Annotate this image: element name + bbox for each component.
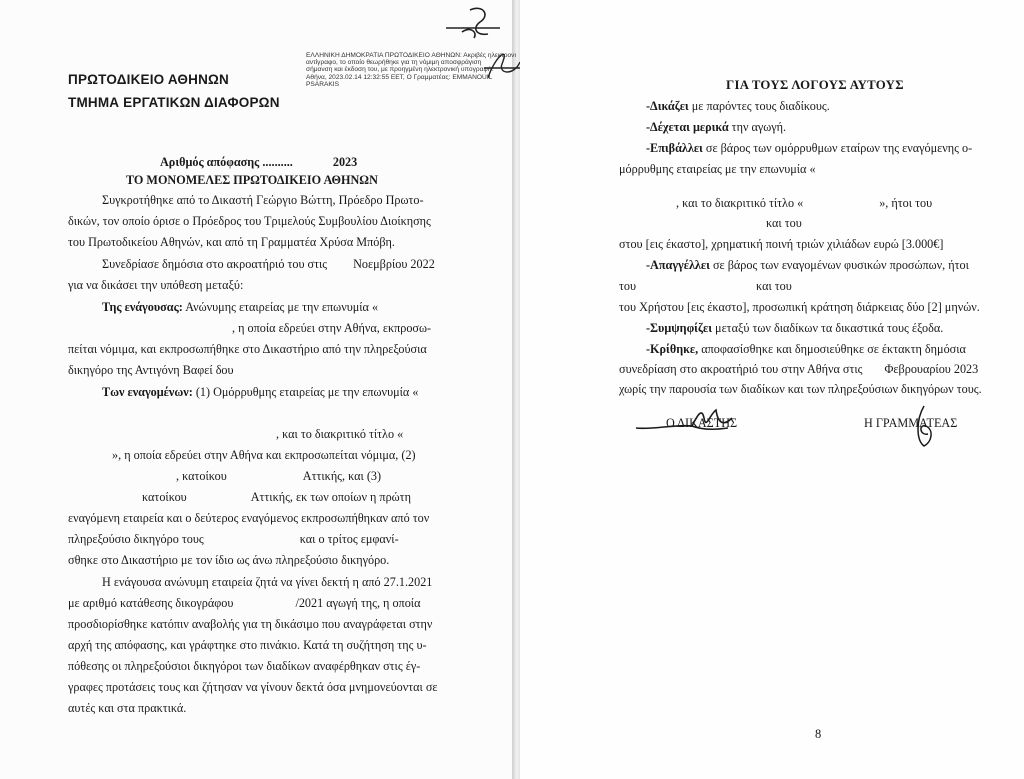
plaintiff-line3: πείται νόμιμα, και εκπροσωπήθηκε στο Δικαστήριο από την πληρεξούσια	[68, 342, 427, 356]
para1-line3: του Πρωτοδικείου Αθηνών, και από τη Γραμματέα Χρύσα Μπόβη.	[68, 235, 395, 249]
ruling-4-line2	[619, 278, 792, 294]
ruling-4-line3: του Χρήστου [εις έκαστο], προσωπική κράτηση διάρκειας δύο [2] μηνών.	[619, 300, 980, 314]
para5-line3: προσδιορίσθηκε κατόπιν αναβολής για τη δικάσιμο που αναγράφεται στην	[68, 617, 433, 631]
defendants-line1	[102, 384, 418, 400]
para5-line2	[68, 595, 420, 611]
defendants-line4	[176, 468, 381, 484]
ruling-6-line2	[619, 361, 978, 377]
ruling-1-text: με παρόντες τους διαδίκους.	[691, 99, 830, 113]
page-number: 8	[815, 727, 822, 741]
ruling-5-verb: -Συμψηφίζει	[646, 321, 712, 335]
ruling-3-line3	[676, 195, 932, 211]
department-name: ΤΜΗΜΑ ΕΡΓΑΤΙΚΩΝ ΔΙΑΦΟΡΩΝ	[68, 95, 280, 110]
decision-number	[160, 154, 357, 170]
defendant2-residence: , κατοίκου	[176, 469, 227, 483]
page-gutter	[512, 0, 520, 779]
plaintiff-line1	[102, 299, 378, 315]
lawyer-text: πληρεξούσιο δικηγόρο τους	[68, 532, 204, 546]
operative-title: ΓΙΑ ΤΟΥΣ ΛΟΓΟΥΣ ΑΥΤΟΥΣ	[726, 78, 904, 92]
ruling-3-partners-text: », ήτοι του	[879, 196, 933, 210]
defendant3-region: Αττικής, εκ των οποίων η πρώτη	[250, 490, 411, 504]
ruling-6-line1	[646, 341, 966, 357]
ruling-6-line3: χωρίς την παρουσία των διαδίκων και των πληρεξούσιων δικηγόρων τους.	[619, 382, 982, 396]
stamp-line1: ΕΛΛΗΝΙΚΗ ΔΗΜΟΚΡΑΤΙΑ ΠΡΩΤΟΔΙΚΕΙΟ ΑΘΗΝΩΝ: Ακριβές ηλεκτρονι	[306, 52, 516, 59]
plaintiff-line4: δικηγόρο της Αντιγόνη Βαφεί δου	[68, 363, 234, 377]
ruling-4-verb: -Απαγγέλλει	[646, 258, 710, 272]
ruling-4-line1	[646, 257, 969, 273]
ruling-3-line4: και του	[766, 216, 802, 230]
ruling-3-title-text: , και το διακριτικό τίτλο «	[676, 196, 804, 210]
plaintiff-line2: , η οποία εδρεύει στην Αθήνα, εκπροσω-	[232, 321, 432, 335]
defendant2-region: Αττικής, και (3)	[302, 469, 382, 483]
ruling-6-text: αποφασίσθηκε και δημοσιεύθηκε σε έκτακτη δημόσια	[701, 342, 966, 356]
para2-line2: για να δικάσει την υπόθεση μεταξύ:	[68, 278, 244, 292]
ruling-4-person2: και του	[756, 279, 792, 293]
ruling-1	[646, 98, 830, 114]
stamp-line4: Αθήνα, 2023.02.14 12:32:55 EET, Ο Γραμματέας: EMMANOUIL	[306, 73, 493, 81]
defendant3-residence: κατοίκου	[142, 490, 187, 504]
defendants-line3: », η οποία εδρεύει στην Αθήνα και εκπροσωπείται νόμιμα, (2)	[112, 448, 416, 462]
stamp-line2: αντίγραφο, το οποίο θεωρήθηκε για τη νόμιμη αποσφράγιση	[306, 59, 482, 67]
decision-label: Αριθμός απόφασης	[160, 155, 260, 169]
ruling-4-text: σε βάρος των εναγομένων φυσικών προσώπων, ήτοι	[712, 258, 969, 272]
ruling-5	[646, 320, 943, 336]
handwritten-initial-icon	[440, 2, 512, 42]
ruling-4-person1: του	[619, 279, 637, 293]
para5-line5: πόθεσης οι πληρεξούσιοι δικηγόροι των διαδίκων αναφέρθηκαν στις έγ-	[68, 659, 421, 673]
ruling-1-verb: -Δικάζει	[646, 99, 689, 113]
ruling-6-session: συνεδρίαση στο ακροατήριό του στην Αθήνα στις	[619, 362, 863, 376]
judge-signature-icon	[632, 400, 752, 440]
para5-line7: αυτές και στα πρακτικά.	[68, 701, 187, 715]
ruling-3-line5: στου [εις έκαστο], χρηματική ποινή τριών χιλιάδων ευρώ [3.000€]	[619, 237, 944, 251]
ruling-5-text: μεταξύ των διαδίκων τα δικαστικά τους έξοδα.	[715, 321, 944, 335]
defendants-line6: εναγόμενη εταιρεία και ο δεύτερος εναγόμενος εκπροσωπήθηκαν από τον	[68, 511, 430, 525]
defendants-label: Των εναγομένων:	[102, 385, 193, 399]
para1-line1: Συγκροτήθηκε από το Δικαστή Γεώργιο Βώττη, Πρόεδρο Πρωτο-	[102, 193, 424, 207]
ruling-6-date: Φεβρουαρίου 2023	[884, 362, 979, 376]
ruling-2-text: την αγωγή.	[731, 120, 787, 134]
defendants-line2: , και το διακριτικό τίτλο «	[276, 427, 404, 441]
para5-line1: Η ενάγουσα ανώνυμη εταιρεία ζητά να γίνει δεκτή η από 27.1.2021	[102, 575, 433, 589]
defendants-line5	[142, 489, 411, 505]
court-full-name: ΤΟ ΜΟΝΟΜΕΛΕΣ ΠΡΩΤΟΔΙΚΕΙΟ ΑΘΗΝΩΝ	[126, 173, 378, 187]
ruling-6-verb: -Κρίθηκε,	[646, 342, 699, 356]
defendants-line7	[68, 531, 399, 547]
ruling-3-line1	[646, 140, 972, 156]
para2-line1	[102, 256, 435, 272]
defendants-line8: σθηκε στο Δικαστήριο με τον ίδιο ως άνω πληρεξούσιο δικηγόρο.	[68, 553, 390, 567]
right-page	[520, 0, 1024, 779]
clerk-signature-icon	[906, 402, 942, 450]
filing-number-label: με αριθμό κατάθεσης δικογράφου	[68, 596, 234, 610]
filing-number-text: /2021 αγωγή της, η οποία	[295, 596, 421, 610]
para1-line2: δικών, τον οποίο όρισε ο Πρόεδρος του Τριμελούς Συμβουλίου Διοίκησης	[68, 214, 431, 228]
court-name: ΠΡΩΤΟΔΙΚΕΙΟ ΑΘΗΝΩΝ	[68, 72, 229, 87]
decision-year: 2023	[332, 155, 358, 169]
plaintiff-text: Ανώνυμης εταιρείας με την επωνυμία «	[185, 300, 379, 314]
para5-line6: γραφες προτάσεις τους και ζήτησαν να γίνουν δεκτά όσα μνημονεύονται σε	[68, 680, 438, 694]
clerk-label: Η ΓΡΑΜΜΑΤΕΑΣ	[864, 416, 958, 430]
ruling-3-verb: -Επιβάλλει	[646, 141, 703, 155]
ruling-3-line2: μόρρυθμης εταιρείας με την επωνυμία «	[619, 162, 816, 176]
ruling-3-text: σε βάρος των ομόρρυθμων εταίρων της εναγόμενης ο-	[705, 141, 973, 155]
hearing-date: Νοεμβρίου 2022	[353, 257, 435, 271]
stamp-line5: PSARAKIS	[306, 80, 339, 88]
third-defendant-text: και ο τρίτος εμφανί-	[299, 532, 399, 546]
hearing-text: Συνεδρίασε δημόσια στο ακροατήριό του στις	[102, 257, 328, 271]
para5-line4: αρχή της απόφασης, και γράφτηκε στο πινάκιο. Κατά τη συζήτηση της υ-	[68, 638, 427, 652]
ruling-2	[646, 119, 786, 135]
defendants-text: (1) Ομόρρυθμης εταιρείας με την επωνυμία «	[195, 385, 419, 399]
stamp-line3: σήμανση και έκδοση του, με προηγμένη ηλεκτρονική υπογραφή.	[306, 66, 494, 74]
plaintiff-label: Της ενάγουσας:	[102, 300, 183, 314]
judge-label: Ο ΔΙΚΑΣΤΗΣ	[666, 416, 738, 430]
decision-dots: ..........	[262, 155, 293, 169]
ruling-2-verb: -Δέχεται μερικά	[646, 120, 729, 134]
